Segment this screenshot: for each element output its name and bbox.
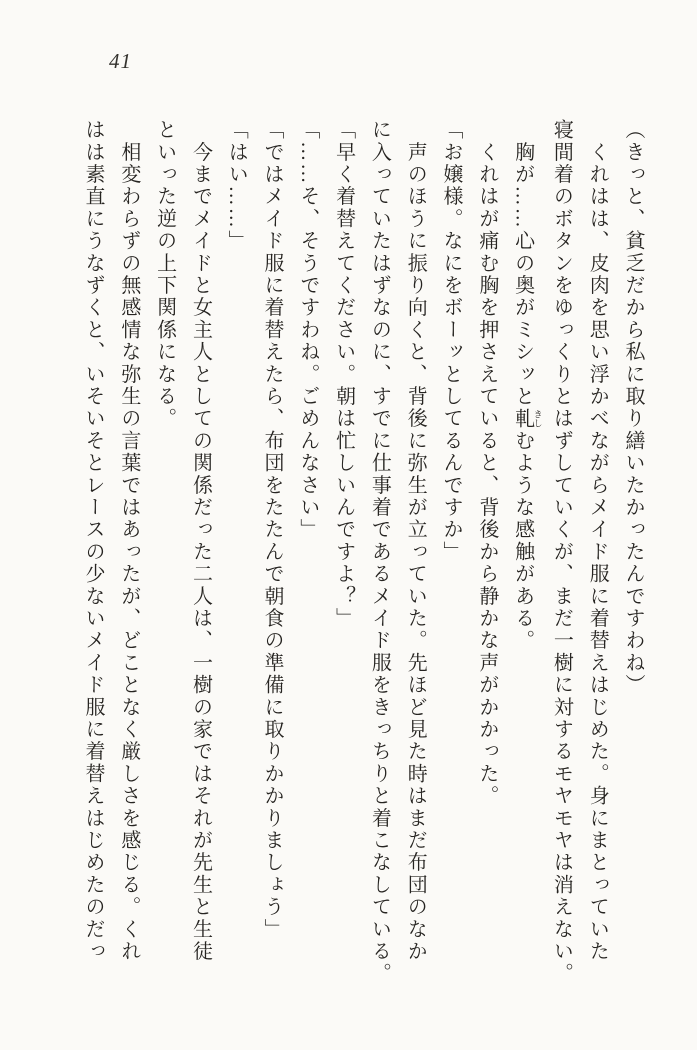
text-line: 声のほうに振り向くと、背後に弥生が立っていた。先ほど見た時はまだ布団のなか [404, 119, 427, 963]
text-segment: 胸が……心の奥がミシッと [511, 119, 534, 408]
text-line: に入っていたはずなのに、すでに仕事着であるメイド服をきっちりと着こなしている。 [368, 119, 391, 985]
text-line: 「はい……」 [225, 119, 248, 253]
text-line: 「……そ、そうですわね。ごめんなさい」 [296, 119, 319, 541]
text-line: 寝間着のボタンをゆっくりとはずしていくが、まだ一樹に対するモヤモヤは消えない。 [550, 119, 573, 985]
text-segment: むような感触がある。 [511, 429, 534, 652]
text-line: 「早く着替えてください。朝は忙しいんですよ？」 [332, 119, 355, 630]
text-line: はは素直にうなずくと、いそいそとレースの少ないメイド服に着替えはじめたのだっ [82, 119, 105, 963]
text-line: といった逆の上下関係になる。 [153, 119, 176, 430]
text-line: 「ではメイド服に着替えたら、布団をたたんで朝食の準備に取りかかりましょう」 [261, 119, 284, 941]
ruby-annotation [511, 407, 543, 430]
text-line: 今までメイドと女主人としての関係だった二人は、一樹の家ではそれが先生と生徒 [189, 119, 212, 963]
text-line: （きっと、貧乏だから私に取り繕いたかったんですわね） [622, 119, 644, 697]
text-line: 相変わらずの無感情な弥生の言葉ではあったが、どことなく厳しさを感じる。くれ [117, 119, 140, 963]
text-line: 「お嬢様。なにをボーッとしてるんですか」 [440, 119, 463, 563]
text-line: くれはは、皮肉を思い浮かべながらメイド服に着替えはじめた。身にまとっていた [586, 119, 609, 963]
text-line: くれはが痛む胸を押さえていると、背後から静かな声がかかった。 [475, 119, 498, 808]
page-number: 41 [109, 49, 132, 73]
text-line-with-ruby [504, 119, 543, 1019]
ruby-base: 軋 [511, 407, 534, 430]
novel-text-block [75, 119, 650, 1019]
ruby-text: きし [532, 407, 543, 430]
